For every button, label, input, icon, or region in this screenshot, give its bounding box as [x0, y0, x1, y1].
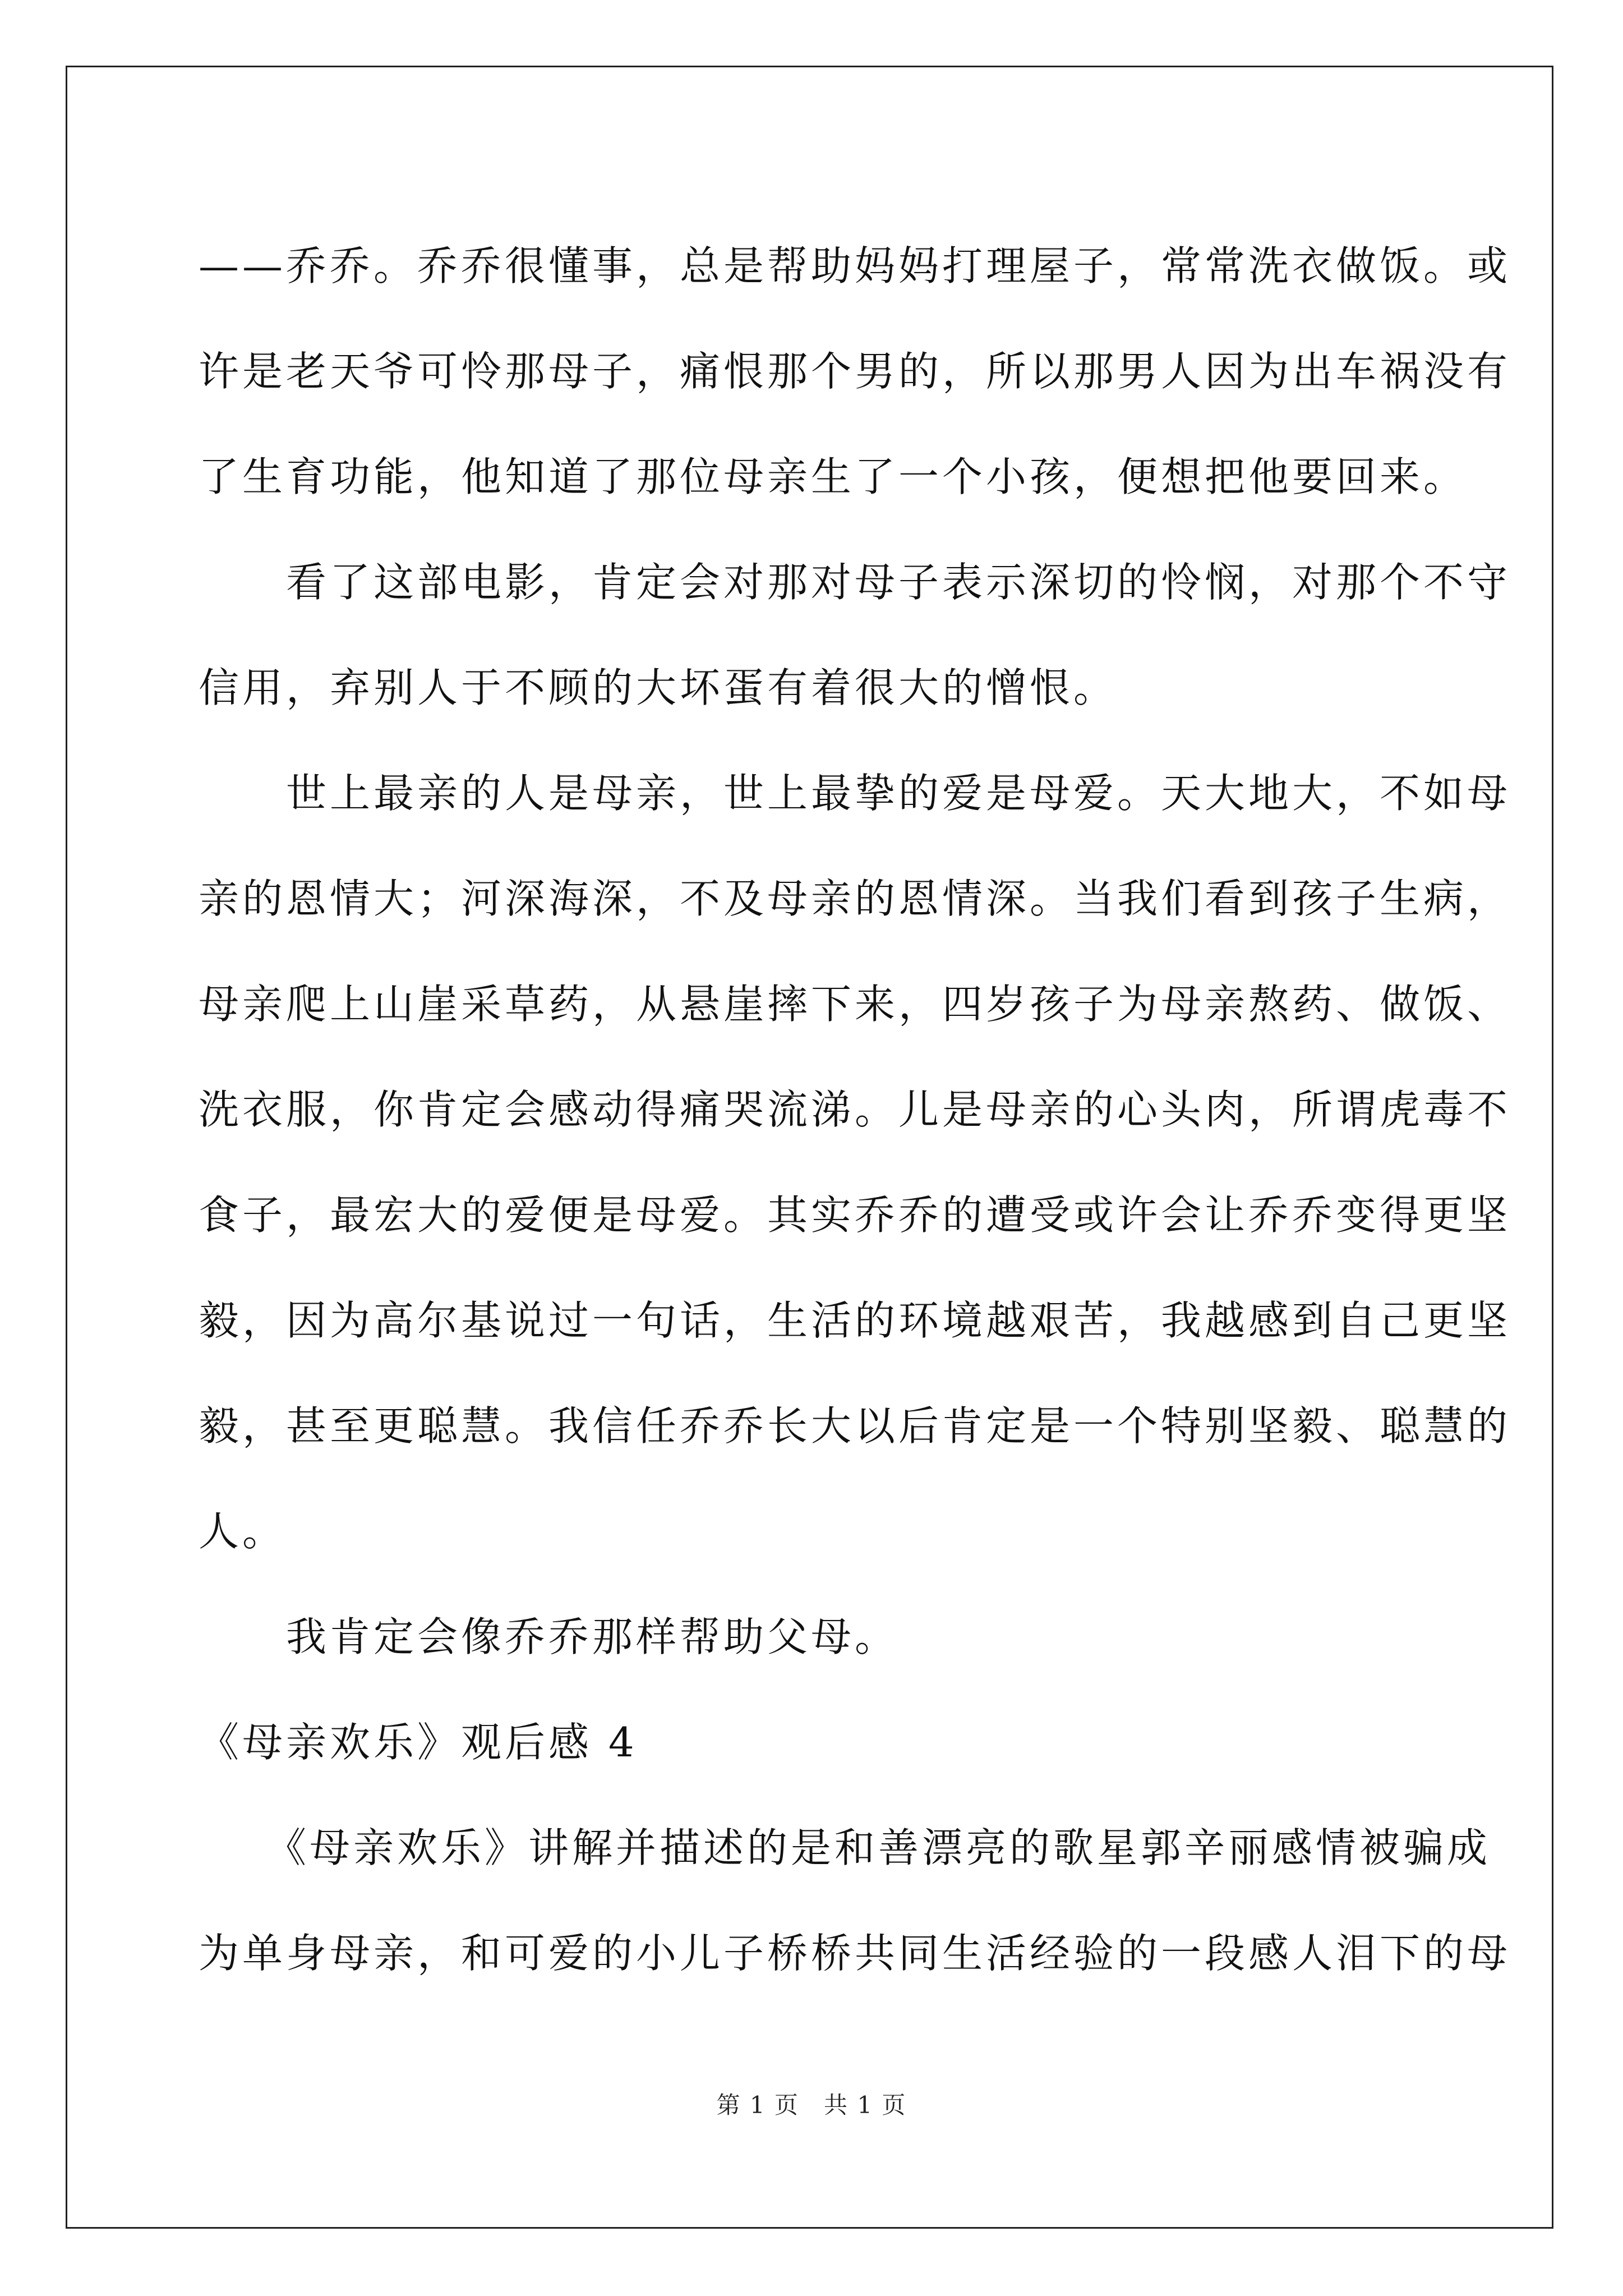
text-line: 《母亲欢乐》讲解并描述的是和善漂亮的歌星郭辛丽感情被骗成 — [199, 1824, 1491, 1871]
document-body — [199, 213, 1511, 2006]
text-line: 亲的恩情大；河深海深，不及母亲的恩情深。当我们看到孩子生病， — [199, 875, 1511, 922]
text-line: 了生育功能，他知道了那位母亲生了一个小孩，便想把他要回来。 — [199, 453, 1468, 500]
text-line: 许是老天爷可怜那母子，痛恨那个男的，所以那男人因为出车祸没有 — [199, 348, 1511, 395]
text-line: 毅，甚至更聪慧。我信任乔乔长大以后肯定是一个特别坚毅、聪慧的 — [199, 1402, 1511, 1450]
text-line: 毅，因为高尔基说过一句话，生活的环境越艰苦，我越感到自己更坚 — [199, 1297, 1511, 1344]
text-line: 食子，最宏大的爱便是母爱。其实乔乔的遭受或许会让乔乔变得更坚 — [199, 1191, 1511, 1239]
text-line: 人。 — [199, 1508, 287, 1555]
text-line: 信用，弃别人于不顾的大坏蛋有着很大的憎恨。 — [199, 664, 1118, 711]
section-heading: 《母亲欢乐》观后感 4 — [199, 1719, 638, 1766]
text-line: 我肯定会像乔乔那样帮助父母。 — [199, 1613, 899, 1660]
text-line: 世上最亲的人是母亲，世上最挚的爱是母爱。天大地大，不如母 — [199, 770, 1511, 817]
text-line: 母亲爬上山崖采草药，从悬崖摔下来，四岁孩子为母亲熬药、做饭、 — [199, 981, 1511, 1028]
text-line: ——乔乔。乔乔很懂事，总是帮助妈妈打理屋子，常常洗衣做饭。或 — [199, 242, 1511, 289]
text-line: 洗衣服，你肯定会感动得痛哭流涕。儿是母亲的心头肉，所谓虎毒不 — [199, 1086, 1511, 1133]
page-number-footer: 第 1 页 共 1 页 — [716, 2091, 907, 2119]
text-line: 为单身母亲，和可爱的小儿子桥桥共同生活经验的一段感人泪下的母 — [199, 1930, 1511, 1977]
text-line: 看了这部电影，肯定会对那对母子表示深切的怜悯，对那个不守 — [199, 559, 1511, 606]
